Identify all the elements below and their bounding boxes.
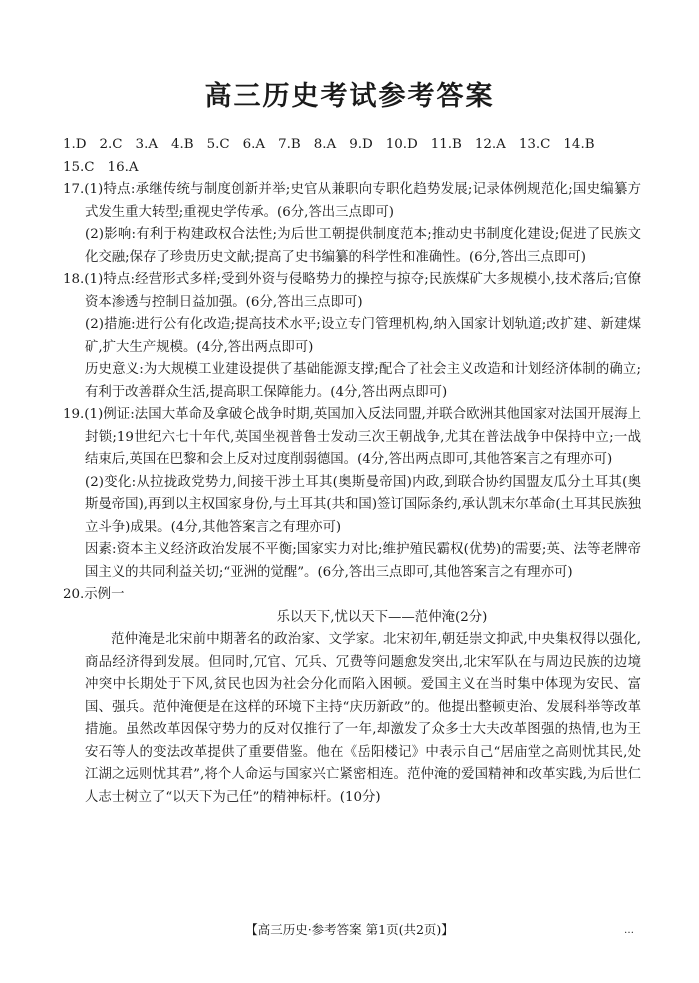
- page-footer: 【高三历史·参考答案 第1页(共2页)】: [245, 922, 454, 937]
- choice-answer: 9.D: [349, 137, 373, 152]
- choice-answer: 4.B: [171, 137, 194, 152]
- q17-part2: (2)影响:有利于构建政权合法性;为后世工朝提供制度范本;推动史书制度化建设;促进了民族文化交融;保存了珍贵历史文献;提高了史书编纂的科学性和准确性。(6分,答出三点即可): [85, 227, 641, 265]
- corner-mark: …: [624, 925, 634, 936]
- choice-answer: 1.D: [63, 137, 87, 152]
- choice-answer: 7.B: [278, 137, 301, 152]
- choice-answer: 13.C: [518, 137, 551, 152]
- choice-answer: 15.C: [63, 159, 95, 175]
- q20-label: 20.示例一: [63, 587, 125, 602]
- q19-factors: 因素:资本主义经济政治发展不平衡;国家实力对比;维护殖民霸权(优势)的需要;英、法等老牌帝国主义的共同利益关切;“亚洲的觉醒”。(6分,答出三点即可,其他答案言之有理亦可): [85, 542, 641, 580]
- q18-part2: (2)措施:进行公有化改造;提高技术水平;设立专门管理机构,纳入国家计划轨道;改扩建、新建煤矿,扩大生产规模。(4分,答出两点即可): [85, 317, 641, 355]
- answer-body: [63, 134, 641, 809]
- choice-answer: 16.A: [107, 159, 139, 175]
- choice-answers-row-1: [63, 134, 641, 157]
- choice-answer: 6.A: [242, 137, 266, 152]
- page-title: 高三历史考试参考答案: [204, 81, 495, 112]
- q18-significance: 历史意义:为大规模工业建设提供了基础能源支撑;配合了社会主义改造和计划经济体制的确立;有利于改善群众生活,提高职工保障能力。(4分,答出两点即可): [85, 362, 641, 400]
- q18-part1: 18.(1)特点:经营形式多样;受到外资与侵略势力的操控与掠夺;民族煤矿大多规模小,技术落后;官僚资本渗透与控制日益加强。(6分,答出三点即可): [63, 272, 641, 310]
- choice-answer: 10.D: [385, 137, 418, 152]
- q20-essay-title: 乐以天下,忧以天下——范仲淹(2分): [276, 609, 488, 625]
- choice-answer: 5.C: [206, 137, 230, 152]
- choice-answer: 14.B: [563, 137, 595, 152]
- q19-part2: (2)变化:从拉拢政党势力,间接干涉土耳其(奥斯曼帝国)内政,到联合协约国盟友瓜分土耳其(奥斯曼帝国),再到以主权国家身份,与土耳其(共和国)签订国际条约,承认凯末尔革命(土耳其民族独立斗争)成果。(4分,其他答案言之有理亦可): [85, 474, 641, 535]
- choice-answer: 2.C: [99, 137, 123, 152]
- q20-essay-body: 范仲淹是北宋前中期著名的政治家、文学家。北宋初年,朝廷崇文抑武,中央集权得以强化,商品经济得到发展。但同时,冗官、冗兵、冗费等问题愈发突出,北宋军队在与周边民族的边境冲突中长期处于下风,贫民也因为社会分化而陷入困顿。爱国主义在当时集中体现为安民、富国、强兵。范仲淹便是在这样的环境下主持“庆历新政”的。他提出整顿吏治、发展科举等改革措施。虽然改革因保守势力的反对仅推行了一年,却激发了众多士大夫改革图强的热情,也为王安石等人的变法改革提供了重要借鉴。他在《岳阳楼记》中表示自己“居庙堂之高则忧其民,处江湖之远则忧其君”,将个人命运与国家兴亡紧密相连。范仲淹的爱国精神和改革实践,为后世仁人志士树立了“以天下为己任”的精神标杆。(10分): [85, 632, 641, 805]
- q17-part1: 17.(1)特点:承继传统与制度创新并举;史官从兼职向专职化趋势发展;记录体例规范化;国史编纂方式发生重大转型;重视史学传承。(6分,答出三点即可): [63, 182, 641, 220]
- choice-answer: 12.A: [474, 137, 506, 152]
- choice-answer: 3.A: [135, 137, 158, 152]
- choice-answers-row-2: [63, 157, 641, 180]
- choice-answer: 8.A: [313, 137, 337, 152]
- choice-answer: 11.B: [430, 137, 462, 152]
- q19-part1: 19.(1)例证:法国大革命及拿破仑战争时期,英国加入反法同盟,并联合欧洲其他国家对法国开展海上封锁;19世纪六七十年代,英国坐视普鲁士发动三次王朝战争,尤其在普法战争中保持中立;一战结束后,英国在巴黎和会上反对过度削弱德国。(4分,答出两点即可,其他答案言之有理亦可): [63, 407, 641, 467]
